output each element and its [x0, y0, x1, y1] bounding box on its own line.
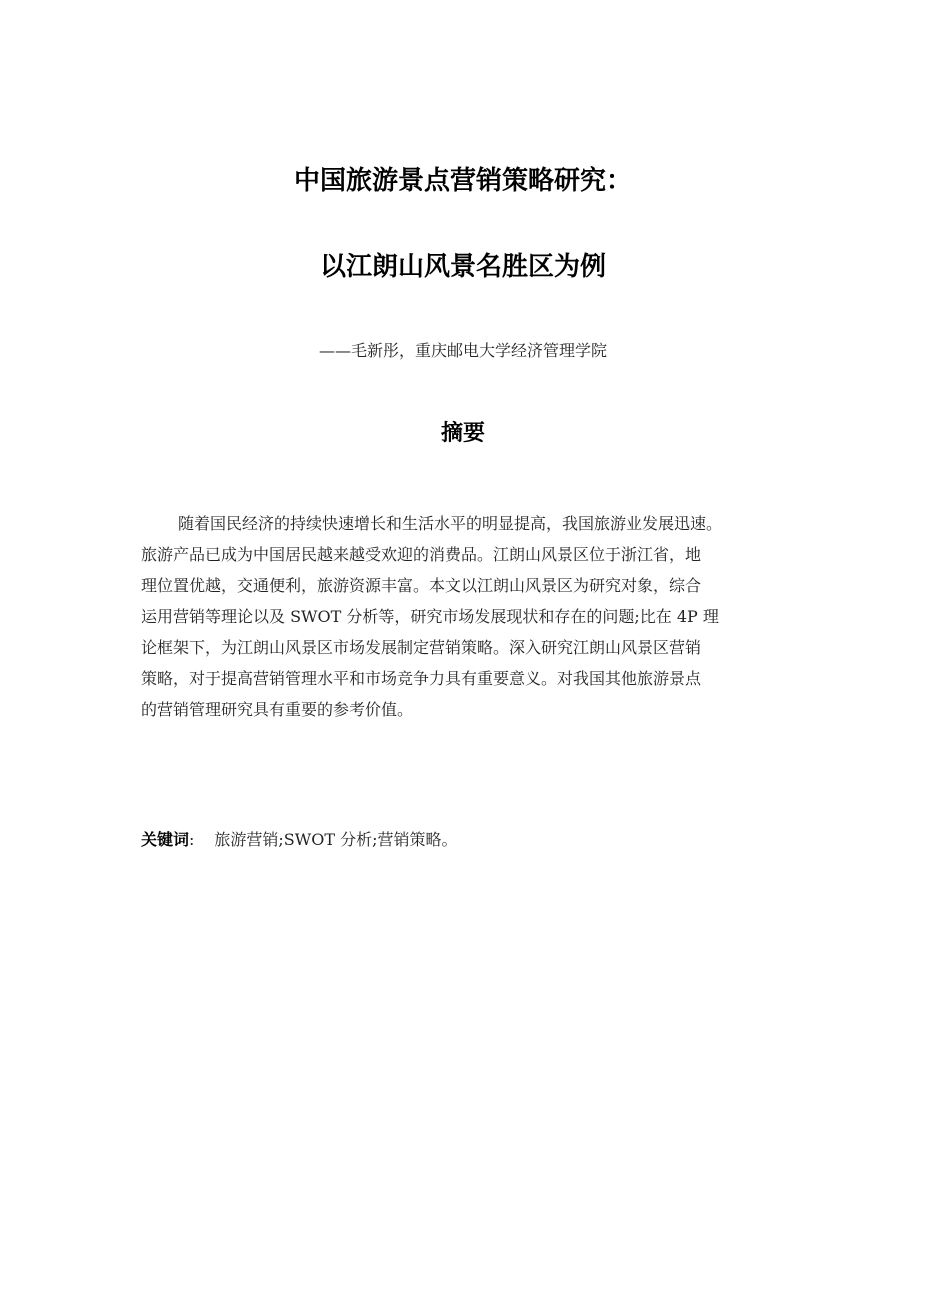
keywords-value: 旅游营销;SWOT 分析;营销策略。	[214, 830, 458, 849]
keywords-line	[141, 827, 457, 853]
abstract-line: 旅游产品已成为中国居民越来越受欢迎的消费品。江朗山风景区位于浙江省，地	[141, 545, 702, 564]
title-line-2: 以江朗山风景名胜区为例	[319, 252, 606, 282]
abstract-line: 运用营销等理论以及 SWOT 分析等，研究市场发展现状和存在的问题;比在 4P 理	[141, 607, 719, 626]
abstract-line: 理位置优越，交通便利，旅游资源丰富。本文以江朗山风景区为研究对象，综合	[141, 576, 702, 595]
title-line-1: 中国旅游景点营销策略研究：	[293, 166, 632, 196]
keywords-colon: :	[189, 830, 195, 849]
abstract-line: 策略，对于提高营销管理水平和市场竞争力具有重要意义。对我国其他旅游景点	[141, 669, 702, 688]
abstract-body	[141, 508, 801, 725]
author-line: ——毛新彤，重庆邮电大学经济管理学院	[318, 341, 607, 360]
abstract-line: 论框架下，为江朗山风景区市场发展制定营销策略。深入研究江朗山风景区营销	[141, 638, 702, 657]
keywords-label: 关键词	[141, 830, 190, 849]
abstract-heading: 摘要	[440, 421, 485, 446]
abstract-line: 的营销管理研究具有重要的参考价值。	[141, 700, 414, 719]
abstract-line: 随着国民经济的持续快速增长和生活水平的明显提高，我国旅游业发展迅速。	[178, 514, 723, 533]
